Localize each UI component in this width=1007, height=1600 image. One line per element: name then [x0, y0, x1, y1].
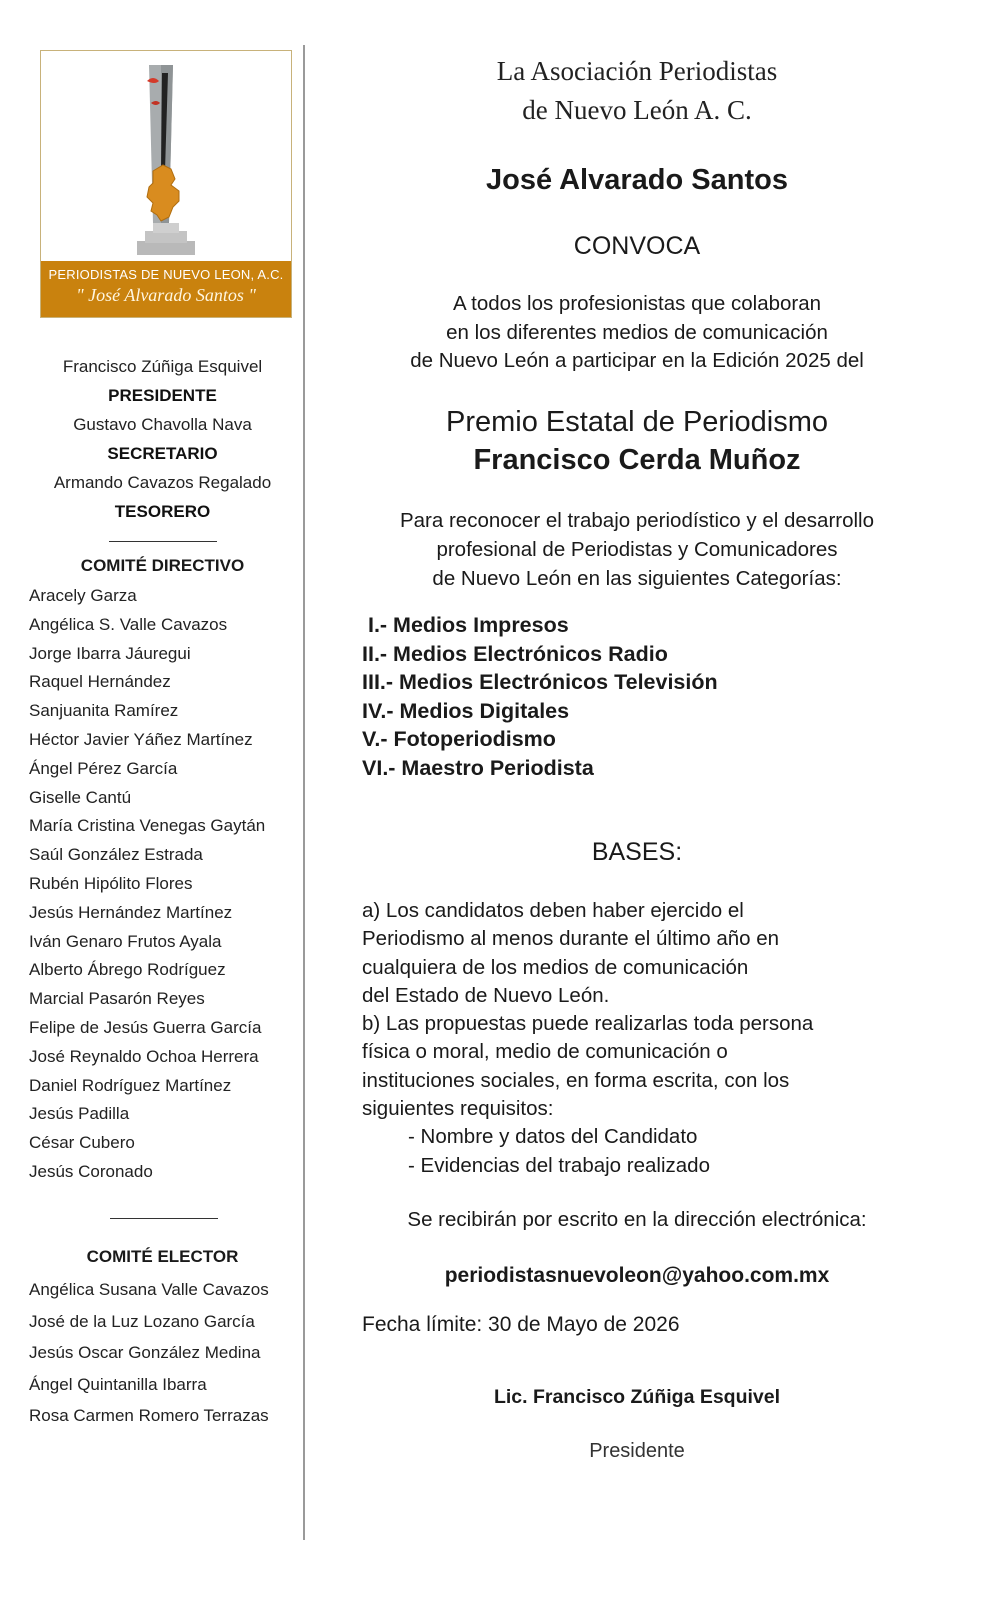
- requirement-item: - Evidencias del trabajo realizado: [408, 1153, 710, 1177]
- intro-line: A todos los profesionistas que colaboran: [452, 292, 822, 315]
- submission-instructions: Se recibirán por escrito en la dirección electrónica:: [407, 1208, 867, 1231]
- category-item: VI.- Maestro Periodista: [362, 755, 594, 780]
- logo-org-name: PERIODISTAS DE NUEVO LEON, A.C.: [48, 267, 284, 282]
- monument-emblem-icon: [41, 51, 292, 263]
- list-item: Angélica S. Valle Cavazos: [29, 614, 228, 634]
- comite-elector-list: [29, 1274, 269, 1432]
- list-item: Sanjuanita Ramírez: [29, 701, 179, 721]
- list-item: Angélica Susana Valle Cavazos: [29, 1280, 269, 1299]
- officer-name: Francisco Zúñiga Esquivel: [62, 357, 263, 376]
- association-name-line: La Asociación Periodistas: [496, 56, 778, 86]
- bases-line: Periodismo al menos durante el último año en: [362, 927, 780, 951]
- list-item: María Cristina Venegas Gaytán: [29, 816, 266, 836]
- bases-line: siguientes requisitos:: [362, 1097, 554, 1121]
- logo-honoree-script: " José Alvarado Santos ": [76, 285, 256, 305]
- association-name-line: de Nuevo León A. C.: [522, 95, 752, 125]
- separator-line: [110, 1218, 218, 1219]
- intro-line: de Nuevo León a participar en la Edición 2025 del: [410, 349, 864, 372]
- intro-paragraph: [362, 290, 912, 376]
- award-title: Premio Estatal de Periodismo: [446, 406, 828, 438]
- submission-email[interactable]: periodistasnuevoleon@yahoo.com.mx: [444, 1264, 830, 1287]
- association-name: [362, 52, 912, 130]
- officers-block: [20, 352, 305, 526]
- bases-line: física o moral, medio de comunicación o: [362, 1040, 728, 1064]
- award-name: Francisco Cerda Muñoz: [473, 444, 801, 476]
- list-item: José Reynaldo Ochoa Herrera: [29, 1046, 259, 1066]
- purpose-line: de Nuevo León en las siguientes Categorías:: [432, 567, 842, 590]
- list-item: Raquel Hernández: [29, 672, 171, 692]
- list-item: Rubén Hipólito Flores: [29, 873, 193, 893]
- purpose-line: profesional de Periodistas y Comunicadores: [436, 538, 838, 561]
- category-item: II.- Medios Electrónicos Radio: [362, 641, 668, 666]
- intro-line: en los diferentes medios de comunicación: [446, 320, 828, 344]
- signer-name: Lic. Francisco Zúñiga Esquivel: [493, 1386, 781, 1408]
- list-item: Iván Genaro Frutos Ayala: [29, 931, 222, 951]
- list-item: Jorge Ibarra Jáuregui: [29, 643, 191, 663]
- officer-name: Armando Cavazos Regalado: [53, 473, 272, 492]
- officer-name: Gustavo Chavolla Nava: [73, 415, 252, 434]
- category-item: V.- Fotoperiodismo: [362, 727, 556, 751]
- purpose-line: Para reconocer el trabajo periodístico y el desarrollo: [399, 509, 875, 532]
- list-item: Ángel Quintanilla Ibarra: [29, 1374, 207, 1394]
- bases-line: del Estado de Nuevo León.: [362, 983, 610, 1007]
- list-item: Daniel Rodríguez Martínez: [29, 1075, 232, 1095]
- list-item: Alberto Ábrego Rodríguez: [29, 960, 226, 980]
- bases-line: a) Los candidatos deben haber ejercido el: [362, 899, 744, 922]
- deadline-text: Fecha límite: 30 de Mayo de 2026: [362, 1313, 680, 1336]
- list-item: Aracely Garza: [29, 586, 137, 605]
- separator-line: [109, 541, 217, 542]
- list-item: Marcial Pasarón Reyes: [29, 989, 205, 1009]
- list-item: Ángel Pérez García: [29, 758, 178, 778]
- bases-line: cualquiera de los medios de comunicación: [362, 955, 749, 979]
- bases-line: instituciones sociales, en forma escrita, con los: [362, 1068, 790, 1092]
- comite-directivo-title: COMITÉ DIRECTIVO: [80, 556, 245, 575]
- requirement-item: - Nombre y datos del Candidato: [408, 1125, 698, 1149]
- bases-heading: BASES:: [591, 838, 683, 866]
- list-item: Felipe de Jesús Guerra García: [29, 1017, 262, 1037]
- list-item: Jesús Coronado: [29, 1161, 153, 1181]
- honoree-name: José Alvarado Santos: [486, 164, 788, 196]
- convoca-heading: CONVOCA: [573, 232, 701, 260]
- list-item: Giselle Cantú: [29, 787, 132, 807]
- comite-directivo-list: [29, 582, 265, 1187]
- category-list: [362, 611, 718, 782]
- bases-text: [362, 897, 813, 1180]
- list-item: Saúl González Estrada: [29, 845, 203, 865]
- list-item: Rosa Carmen Romero Terrazas: [29, 1406, 269, 1425]
- category-item: IV.- Medios Digitales: [362, 698, 570, 723]
- officer-role: TESORERO: [114, 502, 211, 521]
- association-logo: [40, 50, 292, 318]
- logo-banner: [41, 261, 291, 317]
- list-item: César Cubero: [29, 1133, 135, 1153]
- list-item: Jesús Oscar González Medina: [29, 1343, 261, 1362]
- officer-role: SECRETARIO: [107, 444, 218, 463]
- list-item: José de la Luz Lozano García: [29, 1311, 255, 1331]
- list-item: Jesús Hernández Martínez: [29, 902, 233, 922]
- officer-role: PRESIDENTE: [108, 386, 217, 405]
- purpose-paragraph: [362, 506, 912, 593]
- signer-role: Presidente: [589, 1440, 685, 1462]
- category-item: I.- Medios Impresos: [362, 613, 569, 637]
- comite-elector-title: COMITÉ ELECTOR: [86, 1247, 239, 1266]
- category-item: III.- Medios Electrónicos Televisión: [362, 670, 718, 694]
- bases-line: b) Las propuestas puede realizarlas toda persona: [362, 1012, 814, 1036]
- column-divider: [303, 45, 305, 1540]
- list-item: Héctor Javier Yáñez Martínez: [29, 729, 253, 749]
- list-item: Jesús Padilla: [29, 1104, 130, 1124]
